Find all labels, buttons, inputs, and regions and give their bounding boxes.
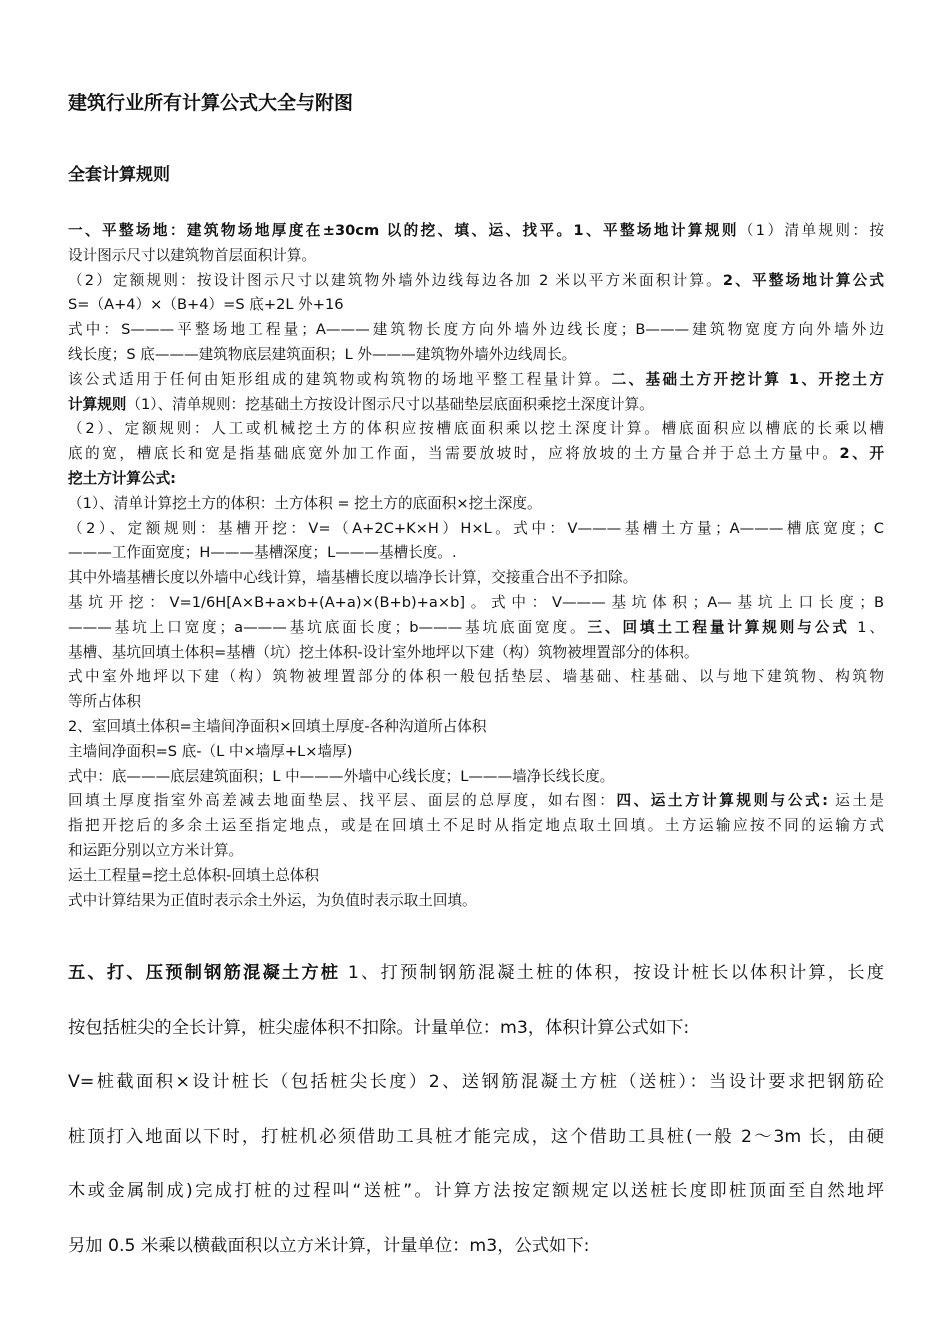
rules-body bbox=[68, 219, 884, 913]
pile-line-6: 另加 0.5 米乘以横截面积以立方米计算，计量单位：m3，公式如下: bbox=[68, 1235, 590, 1256]
text: （1）、清单规则：挖基础土方按设计图示尺寸以基础垫层底面积乘挖土深度计算。 bbox=[126, 395, 654, 413]
line-6: 线长度；S 底———建筑物底层建筑面积；L 外———建筑物外墙外边线周长。 bbox=[68, 345, 577, 363]
pile-line-4: 桩顶打入地面以下时，打桩机必须借助工具桩才能完成，这个借助工具桩(一般 2～3m 长，由硬 bbox=[68, 1126, 884, 1147]
pile-line-1 bbox=[68, 946, 884, 1001]
line-27: 运土工程量=挖土总体积-回填土总体积 bbox=[68, 866, 319, 884]
document-title: 建筑行业所有计算公式大全与附图 bbox=[68, 92, 354, 114]
line-17 bbox=[68, 616, 884, 641]
line-8 bbox=[68, 393, 884, 418]
heading-leveling-formula: 2、平整场地计算公式 bbox=[722, 271, 884, 289]
line-28: 式中计算结果为正值时表示余土外运，为负值时表示取土回填。 bbox=[68, 891, 477, 909]
heading-excavation-rules: 计算规则 bbox=[68, 395, 127, 413]
formula-leveling: S=（A+4）×（B+4）=S 底+2L 外+16 bbox=[68, 296, 344, 314]
text: ———基坑上口宽度；a———基坑底面长度；b———基坑底面宽度。 bbox=[68, 618, 588, 636]
text: 运土是 bbox=[827, 792, 884, 810]
line-20: 等所占体积 bbox=[68, 693, 141, 711]
section-title: 全套计算规则 bbox=[68, 165, 170, 185]
line-2: 设计图示尺寸以建筑物首层面积计算。 bbox=[68, 246, 317, 264]
pile-section bbox=[68, 946, 884, 1274]
line-14: ———工作面宽度；H———基槽深度；L———基槽长度。. bbox=[68, 544, 457, 562]
line-24 bbox=[68, 789, 884, 814]
line-12: （1）、清单计算挖土方的体积：土方体积 = 挖土方的底面积×挖土深度。 bbox=[68, 494, 542, 512]
line-19: 式中室外地坪以下建（构）筑物被埋置部分的体积一般包括垫层、墙基础、柱基础、以与地下建筑物、构筑物 bbox=[68, 668, 884, 686]
line-15: 其中外墙基槽长度以外墙中心线计算，墙基槽长度以墙净长计算，交接重合出不予扣除。 bbox=[68, 569, 638, 587]
heading-soil-transport: 四、运土方计算规则与公式: bbox=[616, 792, 828, 810]
line-9: （2）、定额规则：人工或机械挖土方的体积应按槽底面积乘以挖土深度计算。槽底面积应以槽底的长乘以槽 bbox=[68, 420, 884, 438]
line-11 bbox=[68, 467, 884, 492]
text: 回填土厚度指室外高差减去地面垫层、找平层、面层的总厚度，如右图： bbox=[68, 792, 617, 810]
pile-line-5: 木或金属制成)完成打桩的过程叫“送桩”。计算方法按定额规定以送桩长度即桩顶面至自然地坪 bbox=[68, 1181, 884, 1202]
pile-line-3: V=桩截面积×设计桩长（包括桩尖长度）2、送钢筋混凝土方桩（送桩）：当设计要求把钢筋砼 bbox=[68, 1072, 884, 1093]
line-22: 主墙间净面积=S 底-（L 中×墙厚+L×墙厚) bbox=[68, 742, 353, 760]
text: 该公式适用于任何由矩形组成的建筑物或构筑物的场地平整工程量计算。 bbox=[68, 370, 612, 388]
line-25: 指把开挖后的多余土运至指定地点，或是在回填土不足时从指定地点取土回填。土方运输应按不同的运输方式 bbox=[68, 817, 884, 835]
line-13: （2）、定额规则：基槽开挖：V=（A+2C+K×H）H×L。式中：V———基槽土方量；A———槽底宽度；C bbox=[68, 519, 884, 537]
line-5: 式中：S———平整场地工程量；A———建筑物长度方向外墙外边线长度；B———建筑物宽度方向外墙外边 bbox=[68, 321, 884, 339]
line-1 bbox=[68, 219, 884, 244]
line-3 bbox=[68, 269, 884, 294]
text: 底的宽，槽底长和宽是指基础底宽外加工作面，当需要放坡时，应将放坡的土方量合并于总土方量中。 bbox=[68, 445, 840, 463]
line-7 bbox=[68, 368, 884, 393]
line-10 bbox=[68, 442, 884, 467]
heading-site-leveling: 一、平整场地：建筑物场地厚度在±30cm 以的挖、填、运、找平。1、平整场地计算规则 bbox=[68, 222, 739, 239]
heading-precast-pile: 五、打、压预制钢筋混凝土方桩 bbox=[68, 963, 341, 983]
text: （1）清单规则：按 bbox=[738, 222, 884, 239]
line-16: 基坑开挖：V=1/6H[A×B+a×b+(A+a)×(B+b)+a×b]。式中：V———基坑体积；A—基坑上口长度；B bbox=[68, 593, 884, 611]
heading-excavation: 二、基础土方开挖计算 1、开挖土方 bbox=[611, 370, 884, 388]
pile-line-2: 按包括桩尖的全长计算，桩尖虚体积不扣除。计量单位：m3，体积计算公式如下: bbox=[68, 1017, 690, 1038]
heading-excavation-formula-b: 挖土方计算公式: bbox=[68, 469, 176, 487]
heading-excavation-formula-a: 2、开 bbox=[839, 445, 884, 463]
text: 1、打预制钢筋混凝土桩的体积，按设计桩长以体积计算，长度 bbox=[340, 963, 884, 983]
line-18: 基槽、基坑回填土体积=基槽（坑）挖土体积-设计室外地坪以下建（构）筑物被埋置部分的体积。 bbox=[68, 643, 699, 661]
heading-backfill: 三、回填土工程量计算规则与公式 bbox=[587, 618, 850, 636]
line-23: 式中：底———底层建筑面积；L 中———外墙中心线长度；L———墙净长线长度。 bbox=[68, 767, 615, 785]
line-21: 2、室回填土体积=主墙间净面积×回填土厚度-各种沟道所占体积 bbox=[68, 717, 487, 735]
line-26: 和运距分别以立方米计算。 bbox=[68, 841, 244, 859]
text: 1、 bbox=[849, 618, 884, 636]
text: （2）定额规则：按设计图示尺寸以建筑物外墙外边线每边各加 2 米以平方米面积计算。 bbox=[68, 271, 723, 289]
